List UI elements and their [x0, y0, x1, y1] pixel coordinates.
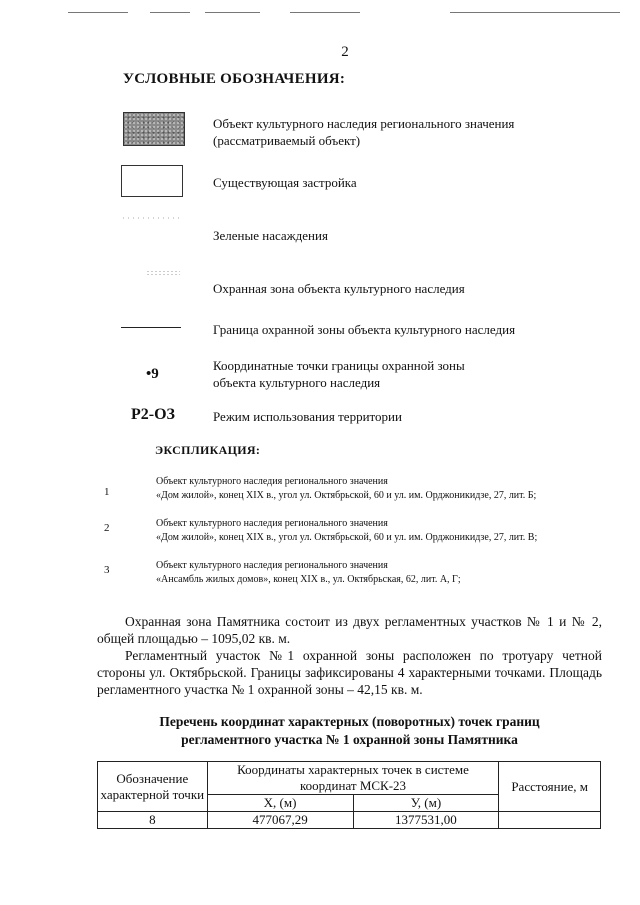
scan-line [150, 12, 190, 13]
territory-regime-code: Р2-ОЗ [131, 406, 175, 423]
legend-label-zone-boundary: Граница охранной зоны объекта культурного наследия [213, 322, 516, 337]
explication-number: 2 [104, 522, 110, 534]
legend-label-green-areas: Зеленые насаждения [213, 228, 328, 243]
existing-buildings-swatch [121, 165, 183, 197]
column-header-distance: Расстояние, м [499, 762, 601, 812]
cell-x: 477067,29 [207, 812, 353, 829]
column-header-y: У, (м) [353, 795, 499, 812]
coordinates-table [97, 761, 601, 829]
green-areas-swatch [121, 216, 181, 220]
protection-zone-swatch [146, 270, 180, 276]
explication-number: 3 [104, 564, 110, 576]
cell-distance [499, 812, 601, 829]
explication-item: Объект культурного наследия регионального значения «Дом жилой», конец XIX в., угол ул. Октябрьской, 60 и ул. им. Орджоникидзе, 27, лит. В; [156, 518, 538, 543]
scan-line [68, 12, 128, 13]
heritage-object-swatch [123, 112, 185, 146]
legend-label-protection-zone: Охранная зона объекта культурного наследия [213, 281, 465, 296]
legend-label-territory-regime: Режим использования территории [213, 409, 402, 424]
body-paragraph: Регламентный участок №1 охранной зоны расположен по тротуару четной стороны ул. Октябрьской. Границы зафиксированы 4 характерными точками. Площадь регламентного участка № 1 охранной зоны – 42,15 кв. м. [97, 648, 602, 697]
explication-number: 1 [104, 486, 110, 498]
body-paragraph: Охранная зона Памятника состоит из двух регламентных участков № 1 и № 2, общей площадью – 1095,02 кв. м. [97, 614, 602, 646]
coordinate-point-symbol: •9 [146, 366, 159, 382]
scan-line [205, 12, 260, 13]
legend-title: УСЛОВНЫЕ ОБОЗНАЧЕНИЯ: [123, 71, 346, 87]
legend-label-existing-buildings: Существующая застройка [213, 175, 357, 190]
zone-boundary-line-swatch [121, 327, 181, 328]
column-header-point: Обозначение характерной точки [98, 762, 208, 812]
column-header-coordinates: Координаты характерных точек в системе координат МСК-23 [207, 762, 499, 795]
legend-label-heritage: Объект культурного наследия регионального значения (рассматриваемый объект) [213, 116, 515, 148]
explication-item: Объект культурного наследия регионального значения «Ансамбль жилых домов», конец XIX в., ул. Октябрьская, 62, лит. А, Г; [156, 560, 461, 585]
cell-y: 1377531,00 [353, 812, 499, 829]
explication-item: Объект культурного наследия регионального значения «Дом жилой», конец XIX в., угол ул. Октябрьской, 60 и ул. им. Орджоникидзе, 27, лит. Б; [156, 476, 537, 501]
legend-label-coordinate-points: Координатные точки границы охранной зоны объекта культурного наследия [213, 358, 465, 390]
scan-line [450, 12, 620, 13]
table-row [98, 812, 601, 829]
page-number: 2 [341, 44, 349, 60]
cell-point: 8 [98, 812, 208, 829]
scan-line [290, 12, 360, 13]
explication-title: ЭКСПЛИКАЦИЯ: [155, 443, 261, 457]
column-header-x: X, (м) [207, 795, 353, 812]
table-title: Перечень координат характерных (поворотных) точек границ регламентного участка № 1 охранной зоны Памятника [159, 714, 540, 747]
